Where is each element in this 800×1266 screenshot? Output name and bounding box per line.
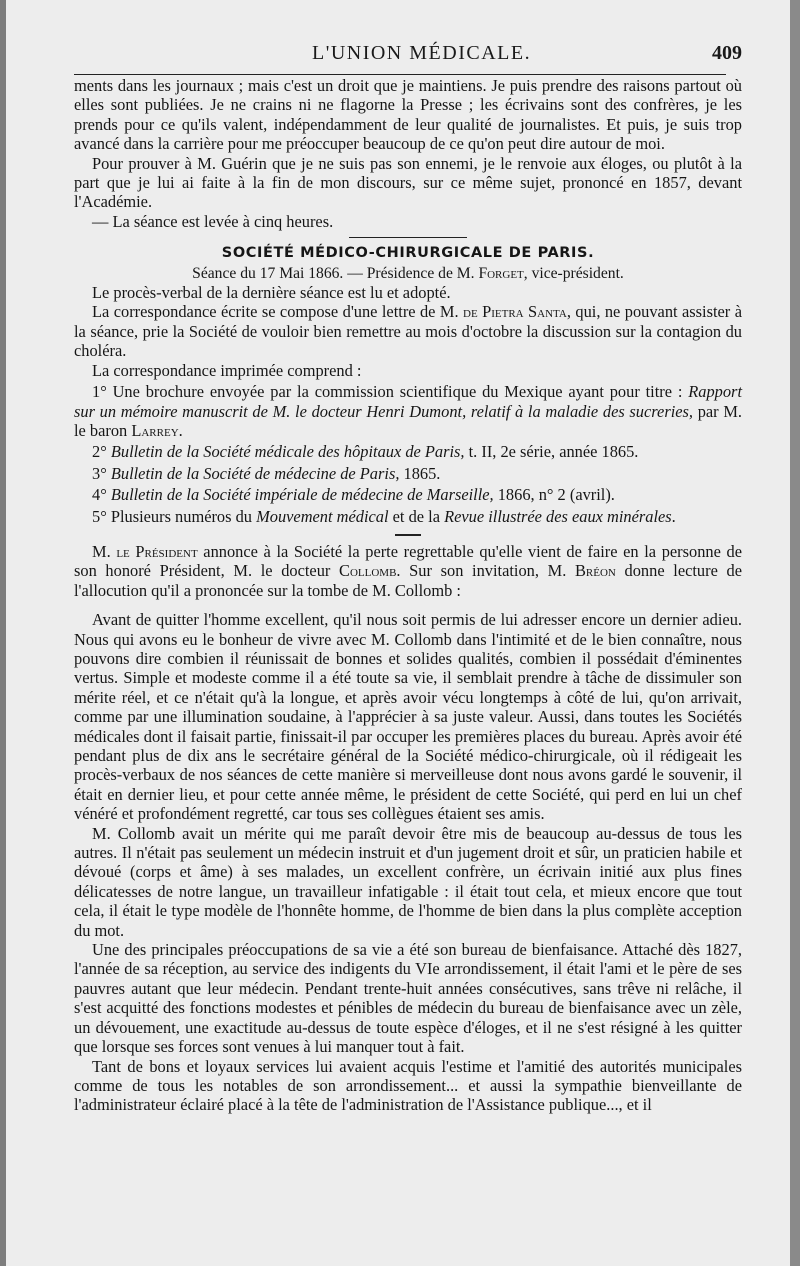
- section-separator: [349, 237, 467, 238]
- society-title: SOCIÉTÉ MÉDICO-CHIRURGICALE DE PARIS.: [221, 245, 595, 262]
- speech-paragraph: Tant de bons et loyaux services lui avaient acquis l'estime et l'amitié des autorités municipales comme de tous les notables de son arrondissement... et aussi la sympathie bienveillante de l'administrateur éclairé placé à la tête de l'administration de l'Assistance publique..., et il: [74, 1056, 742, 1115]
- speech-paragraph: Avant de quitter l'homme excellent, qu'il nous soit permis de lui adresser encore un dernier adieu. Nous qui avons eu le bonheur de vivre avec M. Collomb dans l'intimité et de le bien connaître, nous pouvons dire combien il réunissait de bonnes et solides qualités, combien il possédait d'éminentes vertus. Simple et modeste comme il a été toute sa vie, il semblait prendre à tâche de dissimuler son mérite réel, et ce n'était qu'à la longue, et après avoir vécu longtemps à côté de lui, qu'on arrivait, comme par une illumination soudaine, à l'apprécier à sa juste valeur. Aussi, dans toutes les Sociétés médicales dont il faisait partie, finissait-il par occuper les premières places du bureau. Après avoir été pendant plus de dix ans le secrétaire général de la Société médico-chirurgicale, où il rédigeait les procès-verbaux de nos séances de cette manière si merveilleuse dont nous avons gardé le souvenir, il était en dernier lieu, et pour cette année même, le président de cette Société, qui perd en lui un chef vénéré et profondément regretté, car tous ses collègues étaient ses amis.: [74, 610, 742, 824]
- minutes-adopted: Le procès-verbal de la dernière séance est lu et adopté.: [92, 283, 451, 303]
- article-text: [74, 76, 742, 1115]
- president-name: Forget: [478, 264, 524, 282]
- speech-paragraph: M. Collomb avait un mérite qui me paraît devoir être mis de beaucoup au-dessus de tous les autres. Il n'était pas seulement un médecin instruit et d'un jugement droit et sûr, un praticien habile et dévoué (corps et âme) à ses malades, un excellent confrère, un écrivain initié aux plus fines délicatesses de notre langue, un travailleur infatigable : il était tout cela, et mieux encore que tout cela, il était le type modèle de l'honnête homme, de l'homme de bien dans la plus complète acception du mot.: [74, 823, 742, 940]
- paragraph-continuation: ments dans les journaux ; mais c'est un droit que je maintiens. Je puis prendre des raisons partout où elles sont publiées. Je ne crains ni ne flagorne la Presse ; les écrivains sont des confrères, je les prends pour ce qu'ils valent, indépendamment de leur qualité de journalistes. Et puis, je suis trop avancé dans la carrière pour me préoccuper beaucoup de ce qu'on peut dire autour de moi.: [74, 76, 742, 154]
- correspondent-name: de Pietra Santa: [463, 302, 567, 322]
- list-item: 1° Une brochure envoyée par la commission scientifique du Mexique ayant pour titre : Rapport sur un mémoire manuscrit de M. le docteur Henri Dumont, relatif à la maladie des sucreries, par M. le baron Larrey.: [74, 382, 743, 440]
- session-line: [74, 264, 742, 283]
- spacer: [74, 600, 742, 610]
- page-number: 409: [712, 42, 742, 64]
- paragraph-guerin: Pour prouver à M. Guérin que je ne suis pas son ennemi, je le renvoie aux éloges, ou plutôt à la part que je lui ai faite à la fin de mon discours, sur ce même sujet, prononcé en 1857, devant l'Académie.: [74, 153, 742, 212]
- list-item: 2° Bulletin de la Société médicale des hôpitaux de Paris, t. II, 2e série, année 1865.: [92, 442, 639, 462]
- running-head: [66, 42, 742, 72]
- written-correspondence: La correspondance écrite se compose d'une lettre de M. de Pietra Santa, qui, ne pouvant assister à la séance, prie la Société de vouloir bien remettre au mois d'octobre la discussion sur la contagion du choléra.: [74, 302, 742, 361]
- speech-paragraph: Une des principales préoccupations de sa vie a été son bureau de bienfaisance. Attaché dès 1827, l'année de sa réception, au service des indigents du VIe arrondissement, il était l'ami et le père de ses pauvres autant que leur médecin. Pendant trente-huit années consécutives, sans trêve ni relâche, il s'est acquitté des fonctions modestes et pénibles de médecin du bureau de bienfaisance avec un zèle, un dévouement, une exactitude au-dessus de toute espèce d'éloges, et il ne s'est résigné à les quitter que lorsque ses forces sont venues à lui manquer tout à fait.: [74, 940, 742, 1057]
- short-separator: [395, 534, 421, 536]
- header-rule: [74, 74, 726, 75]
- journal-title: L'UNION MÉDICALE.: [312, 42, 532, 64]
- list-item: 4° Bulletin de la Société impériale de médecine de Marseille, 1866, n° 2 (avril).: [92, 485, 615, 505]
- president-announcement: M. le Président annonce à la Société la perte regrettable qu'elle vient de faire en la personne de son honoré Président, M. le docteur Collomb. Sur son invitation, M. Bréon donne lecture de l'allocution qu'il a prononcée sur la tombe de M. Collomb :: [74, 541, 742, 600]
- session-closed: — La séance est levée à cinq heures.: [92, 211, 334, 231]
- list-item: 3° Bulletin de la Société de médecine de Paris, 1865.: [92, 463, 441, 483]
- printed-correspondence: La correspondance imprimée comprend :: [92, 360, 362, 380]
- list-item: 5° Plusieurs numéros du Mouvement médical et de la Revue illustrée des eaux minérales.: [92, 506, 676, 526]
- session-date: Séance du 17 Mai 1866. — Présidence de M.: [192, 264, 479, 282]
- session-role: , vice-président.: [523, 264, 624, 282]
